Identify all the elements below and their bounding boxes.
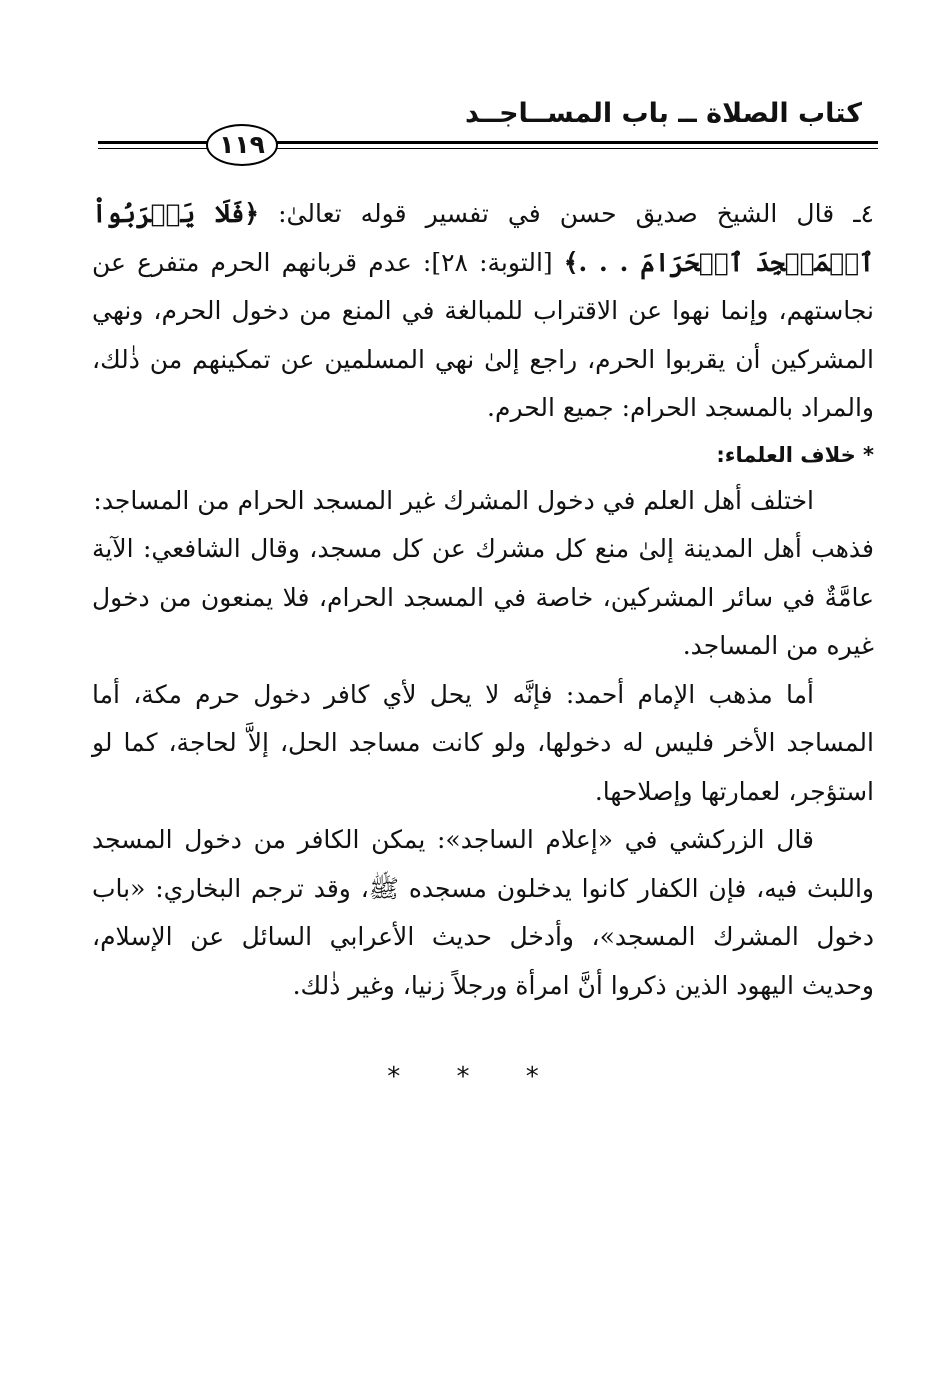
- page-body: [92, 190, 874, 1010]
- item-number: ٤ـ: [853, 199, 874, 228]
- section-divider-asterisks: * * *: [387, 1062, 563, 1092]
- running-header-title: كتاب الصلاة ــ باب المســاجــد: [465, 98, 862, 129]
- paragraph-disagreement: اختلف أهل العلم في دخول المشرك غير المسجد الحرام من المساجد:: [93, 485, 814, 515]
- paragraph-zarkashi: قال الزركشي في «إعلام الساجد»: يمكن الكافر من دخول المسجد واللبث فيه، فإن الكفار كانوا يدخلون مسجده ﷺ، وقد ترجم البخاري: «باب دخول المشرك المسجد»، وأدخل حديث الأعرابي السائل عن الإسلام، وحديث اليهود الذين ذكروا أنَّ امرأة ورجلاً زنيا، وغير ذٰلك.: [92, 825, 874, 1000]
- paragraph-madinah-shafii: فذهب أهل المدينة إلىٰ منع كل مشرك عن كل مسجد، وقال الشافعي: الآية عامَّةٌ في سائر المشركين، خاصة في المسجد الحرام، فلا يمنعون من دخول غيره من المساجد.: [92, 534, 874, 660]
- page-number-badge: ١١٩: [206, 124, 278, 166]
- item-4-paragraph: [92, 190, 874, 433]
- item-explanation: : عدم قربانهم الحرم متفرع عن نجاستهم، وإنما نهوا عن الاقتراب للمبالغة في المنع من دخول الحرم، ونهي المشركين أن يقربوا الحرم، راجع إلىٰ نهي المسلمين عن تمكينهم من ذٰلك، والمراد بالمسجد الحرام: جميع الحرم.: [92, 247, 874, 422]
- section-heading: * خلاف العلماء:: [716, 442, 874, 467]
- item-intro: قال الشيخ صديق حسن في تفسير قوله تعالىٰ:: [278, 199, 835, 228]
- quran-verse: ﴿فَلَا يَقۡرَبُواْ ٱلۡمَسۡجِدَ ٱلۡحَرَامَ . . .﴾: [92, 199, 874, 277]
- verse-citation: [التوبة: ٢٨]: [431, 247, 553, 277]
- paragraph-ahmad: أما مذهب الإمام أحمد: فإنَّه لا يحل لأي كافر دخول حرم مكة، أما المساجد الأخر فليس له دخولها، ولو كانت مساجد الحل، إلاَّ لحاجة، كما لو استؤجر، لعمارتها وإصلاحها.: [92, 679, 874, 806]
